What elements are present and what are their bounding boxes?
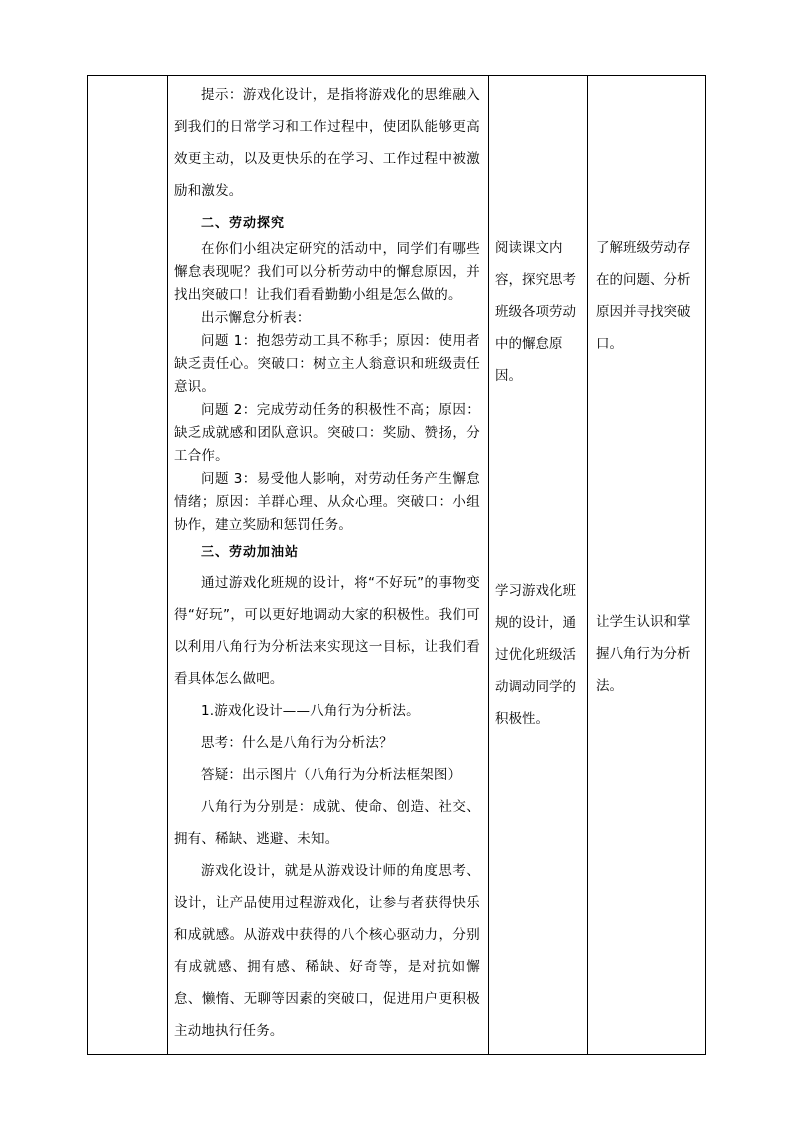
lesson-plan-table (87, 75, 706, 1055)
paragraph: 答疑：出示图片（八角行为分析法框架图） (201, 767, 462, 783)
paragraph: 思考：什么是八角行为分析法？ (201, 735, 393, 751)
paragraph: 通过游戏化班规的设计，将“不好玩”的事物变得“好玩”，可以更好地调动大家的积极性。我们可以利用八角行为分析法来实现这一目标，让我们看看具体怎么做吧。 (174, 575, 480, 687)
student-activity-cell-2: 学习游戏化班规的设计，通过优化班级活动调动同学的积极性。 (495, 583, 576, 727)
section-3-title: 三、劳动加油站 (201, 545, 300, 560)
paragraph: 游戏化设计，就是从游戏设计师的角度思考、设计，让产品使用过程游戏化，让参与者获得快乐和成就感。从游戏中获得的八个核心驱动力，分别有成就感、拥有感、稀缺、好奇等，是对抗如懈怠、懒惰、无聊等因素的突破口，促进用户更积极主动地执行任务。 (174, 863, 480, 1039)
design-intent-cell-2: 让学生认识和掌握八角行为分析法。 (596, 614, 691, 694)
paragraph: 八角行为分别是：成就、使命、创造、社交、拥有、稀缺、逃避、未知。 (174, 799, 480, 847)
paragraph: 出示懈怠分析表： (201, 310, 311, 326)
column-divider (488, 76, 489, 1054)
paragraph: 1.游戏化设计——八角行为分析法。 (201, 703, 420, 719)
paragraph: 问题 3：易受他人影响，对劳动任务产生懈怠情绪；原因：羊群心理、从众心理。突破口：小组协作，建立奖励和惩罚任务。 (174, 471, 480, 533)
design-intent-cell-1: 了解班级劳动存在的问题、分析原因并寻找突破口。 (596, 240, 691, 352)
teaching-process-cell (168, 79, 488, 1047)
section-2-title: 二、劳动探究 (201, 216, 286, 231)
hint-paragraph: 提示：游戏化设计，是指将游戏化的思维融入到我们的日常学习和工作过程中，使团队能够更高效更主动，以及更快乐的在学习、工作过程中被激励和激发。 (174, 87, 480, 199)
paragraph: 问题 2：完成劳动任务的积极性不高；原因：缺乏成就感和团队意识。突破口：奖励、赞扬，分工合作。 (174, 402, 480, 464)
paragraph: 问题 1：抱怨劳动工具不称手；原因：使用者缺乏责任心。突破口：树立主人翁意识和班级责任意识。 (174, 333, 480, 395)
column-divider (587, 76, 588, 1054)
paragraph: 在你们小组决定研究的活动中，同学们有哪些懈怠表现呢？我们可以分析劳动中的懈怠原因，并找出突破口！让我们看看勤勤小组是怎么做的。 (174, 241, 480, 303)
student-activity-cell-1: 阅读课文内容，探究思考班级各项劳动中的懈怠原因。 (495, 240, 576, 384)
